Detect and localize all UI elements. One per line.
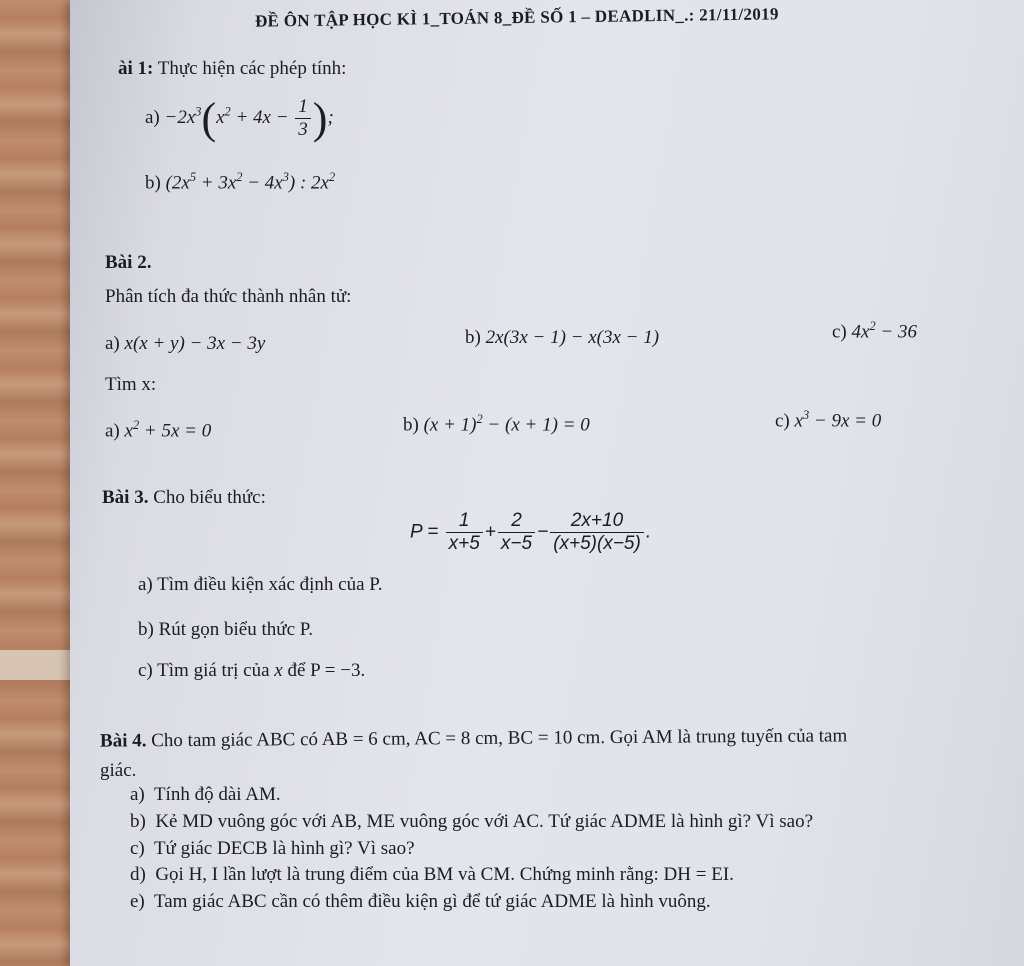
bai3-f3-num: 2x+10 [550, 510, 644, 533]
bai3-p-lhs: P = [410, 521, 439, 543]
bai2-find-a-exp: 2 [132, 418, 140, 432]
bai4-item-c [130, 838, 415, 860]
bai2-find-b-exp: 2 [476, 412, 483, 426]
bai3-fraction-2 [498, 510, 535, 555]
bai3-p-end: . [645, 521, 652, 543]
bai1-a-label: a) [145, 106, 160, 128]
bai3-f3-den: (x+5)(x−5) [553, 533, 641, 554]
bai2-factor-a-label: a) [105, 333, 120, 354]
bai4-intro: Cho tam giác ABC có AB = 6 cm, AC = 8 cm, BC = 10 cm. Gọi AM là trung tuyến của tam [151, 725, 848, 752]
bai3-intro: Cho biểu thức: [153, 487, 266, 508]
bai1-a-tail: ; [327, 106, 334, 128]
bai2-find-c [775, 408, 881, 432]
bai4-item-a [130, 784, 281, 806]
bai2-factor-c-label: c) [832, 321, 847, 343]
bai2-find-a [105, 418, 211, 442]
bai2-factor-a [105, 333, 265, 355]
bai4-item-c-text: Tứ giác DECB là hình gì? Vì sao? [153, 838, 415, 859]
bai3-f1-num: 1 [446, 510, 483, 533]
bai4-item-b-label: b) [130, 811, 146, 832]
bai2-factor-a-expr: x(x + y) − 3x − 3y [124, 333, 266, 354]
bai1-a-frac-den: 3 [298, 119, 308, 140]
bai2-factor-instruction: Phân tích đa thức thành nhân tử: [105, 286, 352, 307]
bai2-factor-b [465, 327, 659, 349]
bai1-a [145, 93, 334, 143]
bai4-item-b [130, 811, 813, 833]
bai1-b-exp4: 2 [328, 170, 336, 184]
bai3-line [102, 487, 266, 509]
bai4-heading: Bài 4. [99, 730, 147, 752]
bai1-b-exp1: 5 [189, 170, 197, 184]
bai1-b-label: b) [145, 172, 161, 194]
bai3-question-c-x: x [274, 660, 283, 681]
bai3-f2-den: x−5 [500, 533, 533, 554]
bai3-f1-den: x+5 [448, 533, 480, 554]
bai1-line [118, 58, 346, 80]
bai4-item-b-text: Kẻ MD vuông góc với AB, ME vuông góc với AC. Tứ giác ADME là hình gì? Vì sao? [155, 811, 814, 832]
bai2-find-b-expr2: − (x + 1) = 0 [482, 414, 590, 436]
bai3-question-a: a) Tìm điều kiện xác định của P. [138, 574, 383, 595]
bai3-op2: − [537, 521, 549, 543]
bai3-question-c-text2: để P = −3. [282, 660, 366, 681]
exam-title: ĐỀ ÔN TẬP HỌC KÌ 1_TOÁN 8_ĐỀ SỐ 1 – DEADLIN_.: 21/11/2019 [254, 4, 779, 31]
bai1-b-exp3: 3 [282, 170, 289, 184]
bai1-a-inner1-exp: 2 [224, 104, 231, 119]
bai1-a-paren-open: ( [201, 93, 217, 143]
bai1-b-expr2: + 3x [196, 172, 237, 194]
bai4-item-d [130, 864, 734, 886]
bai4-item-a-label: a) [130, 784, 145, 805]
bai4-item-d-text: Gọi H, I lần lượt là trung điểm của BM và CM. Chứng minh rằng: DH = EI. [155, 864, 734, 885]
bai3-heading: Bài 3. [102, 487, 149, 508]
bai1-a-frac-num: 1 [295, 96, 311, 119]
bai2-find-a-expr1: x [124, 420, 133, 442]
bai3-question-c-text1: c) Tìm giá trị của [138, 660, 275, 681]
bai2-factor-c-expr1: 4x [851, 321, 870, 343]
bai2-find-instruction: Tìm x: [105, 374, 157, 395]
bai2-find-c-label: c) [775, 410, 790, 432]
bai2-find-c-exp: 3 [802, 408, 810, 422]
bai1-b [145, 170, 335, 194]
bai1-instruction: Thực hiện các phép tính: [157, 58, 347, 79]
bai2-find-b-label: b) [403, 414, 419, 436]
bai4-line [100, 725, 847, 752]
bai4-item-e-label: e) [130, 891, 145, 912]
bai3-op1: + [484, 521, 496, 543]
bai1-a-fraction [295, 96, 311, 141]
bai3-question-c [138, 660, 365, 682]
bai4-intro-cont: giác. [100, 760, 137, 781]
bai2-find-a-expr2: + 5x = 0 [139, 420, 212, 442]
bai2-factor-c-exp: 2 [869, 319, 876, 333]
bai1-a-paren-close: ) [312, 93, 328, 143]
bai1-b-expr3: − 4x [242, 172, 283, 194]
exam-paper [70, 0, 1024, 966]
bai2-find-c-expr1: x [794, 410, 803, 432]
bai4-item-c-label: c) [130, 838, 145, 859]
bai2-find-c-expr2: − 9x = 0 [809, 410, 882, 432]
bai3-fraction-3 [550, 510, 644, 555]
bai1-b-expr4: ) : 2x [288, 172, 329, 194]
bai1-a-pre: −2x [164, 106, 196, 128]
bai4-item-d-label: d) [130, 864, 146, 885]
bai2-factor-b-expr: 2x(3x − 1) − x(3x − 1) [485, 327, 660, 348]
bai2-heading: Bài 2. [105, 252, 152, 273]
bai1-b-expr1: (2x [165, 172, 190, 194]
bai1-a-inner1: x [216, 106, 225, 128]
bai4-item-e [130, 891, 711, 913]
bai3-fraction-1 [446, 510, 483, 555]
bai1-heading: ài 1: [118, 58, 154, 79]
bai1-a-pre-exp: 3 [195, 104, 202, 119]
bai1-b-exp2: 2 [236, 170, 243, 184]
bai2-find-b [403, 412, 590, 436]
bai2-factor-c [832, 319, 917, 343]
bai3-f2-num: 2 [498, 510, 535, 533]
bai3-question-b: b) Rút gọn biểu thức P. [138, 619, 313, 640]
bai2-find-a-label: a) [105, 420, 120, 442]
bai4-item-e-text: Tam giác ABC cần có thêm điều kiện gì để tứ giác ADME là hình vuông. [153, 891, 711, 912]
bai4-item-a-text: Tính độ dài AM. [153, 784, 281, 805]
bai1-a-inner2: + 4x − [230, 106, 294, 128]
bai2-factor-c-expr2: − 36 [875, 321, 917, 343]
bai3-expression [410, 510, 651, 555]
bai2-factor-b-label: b) [465, 327, 481, 348]
bai2-find-b-expr1: (x + 1) [423, 414, 477, 436]
